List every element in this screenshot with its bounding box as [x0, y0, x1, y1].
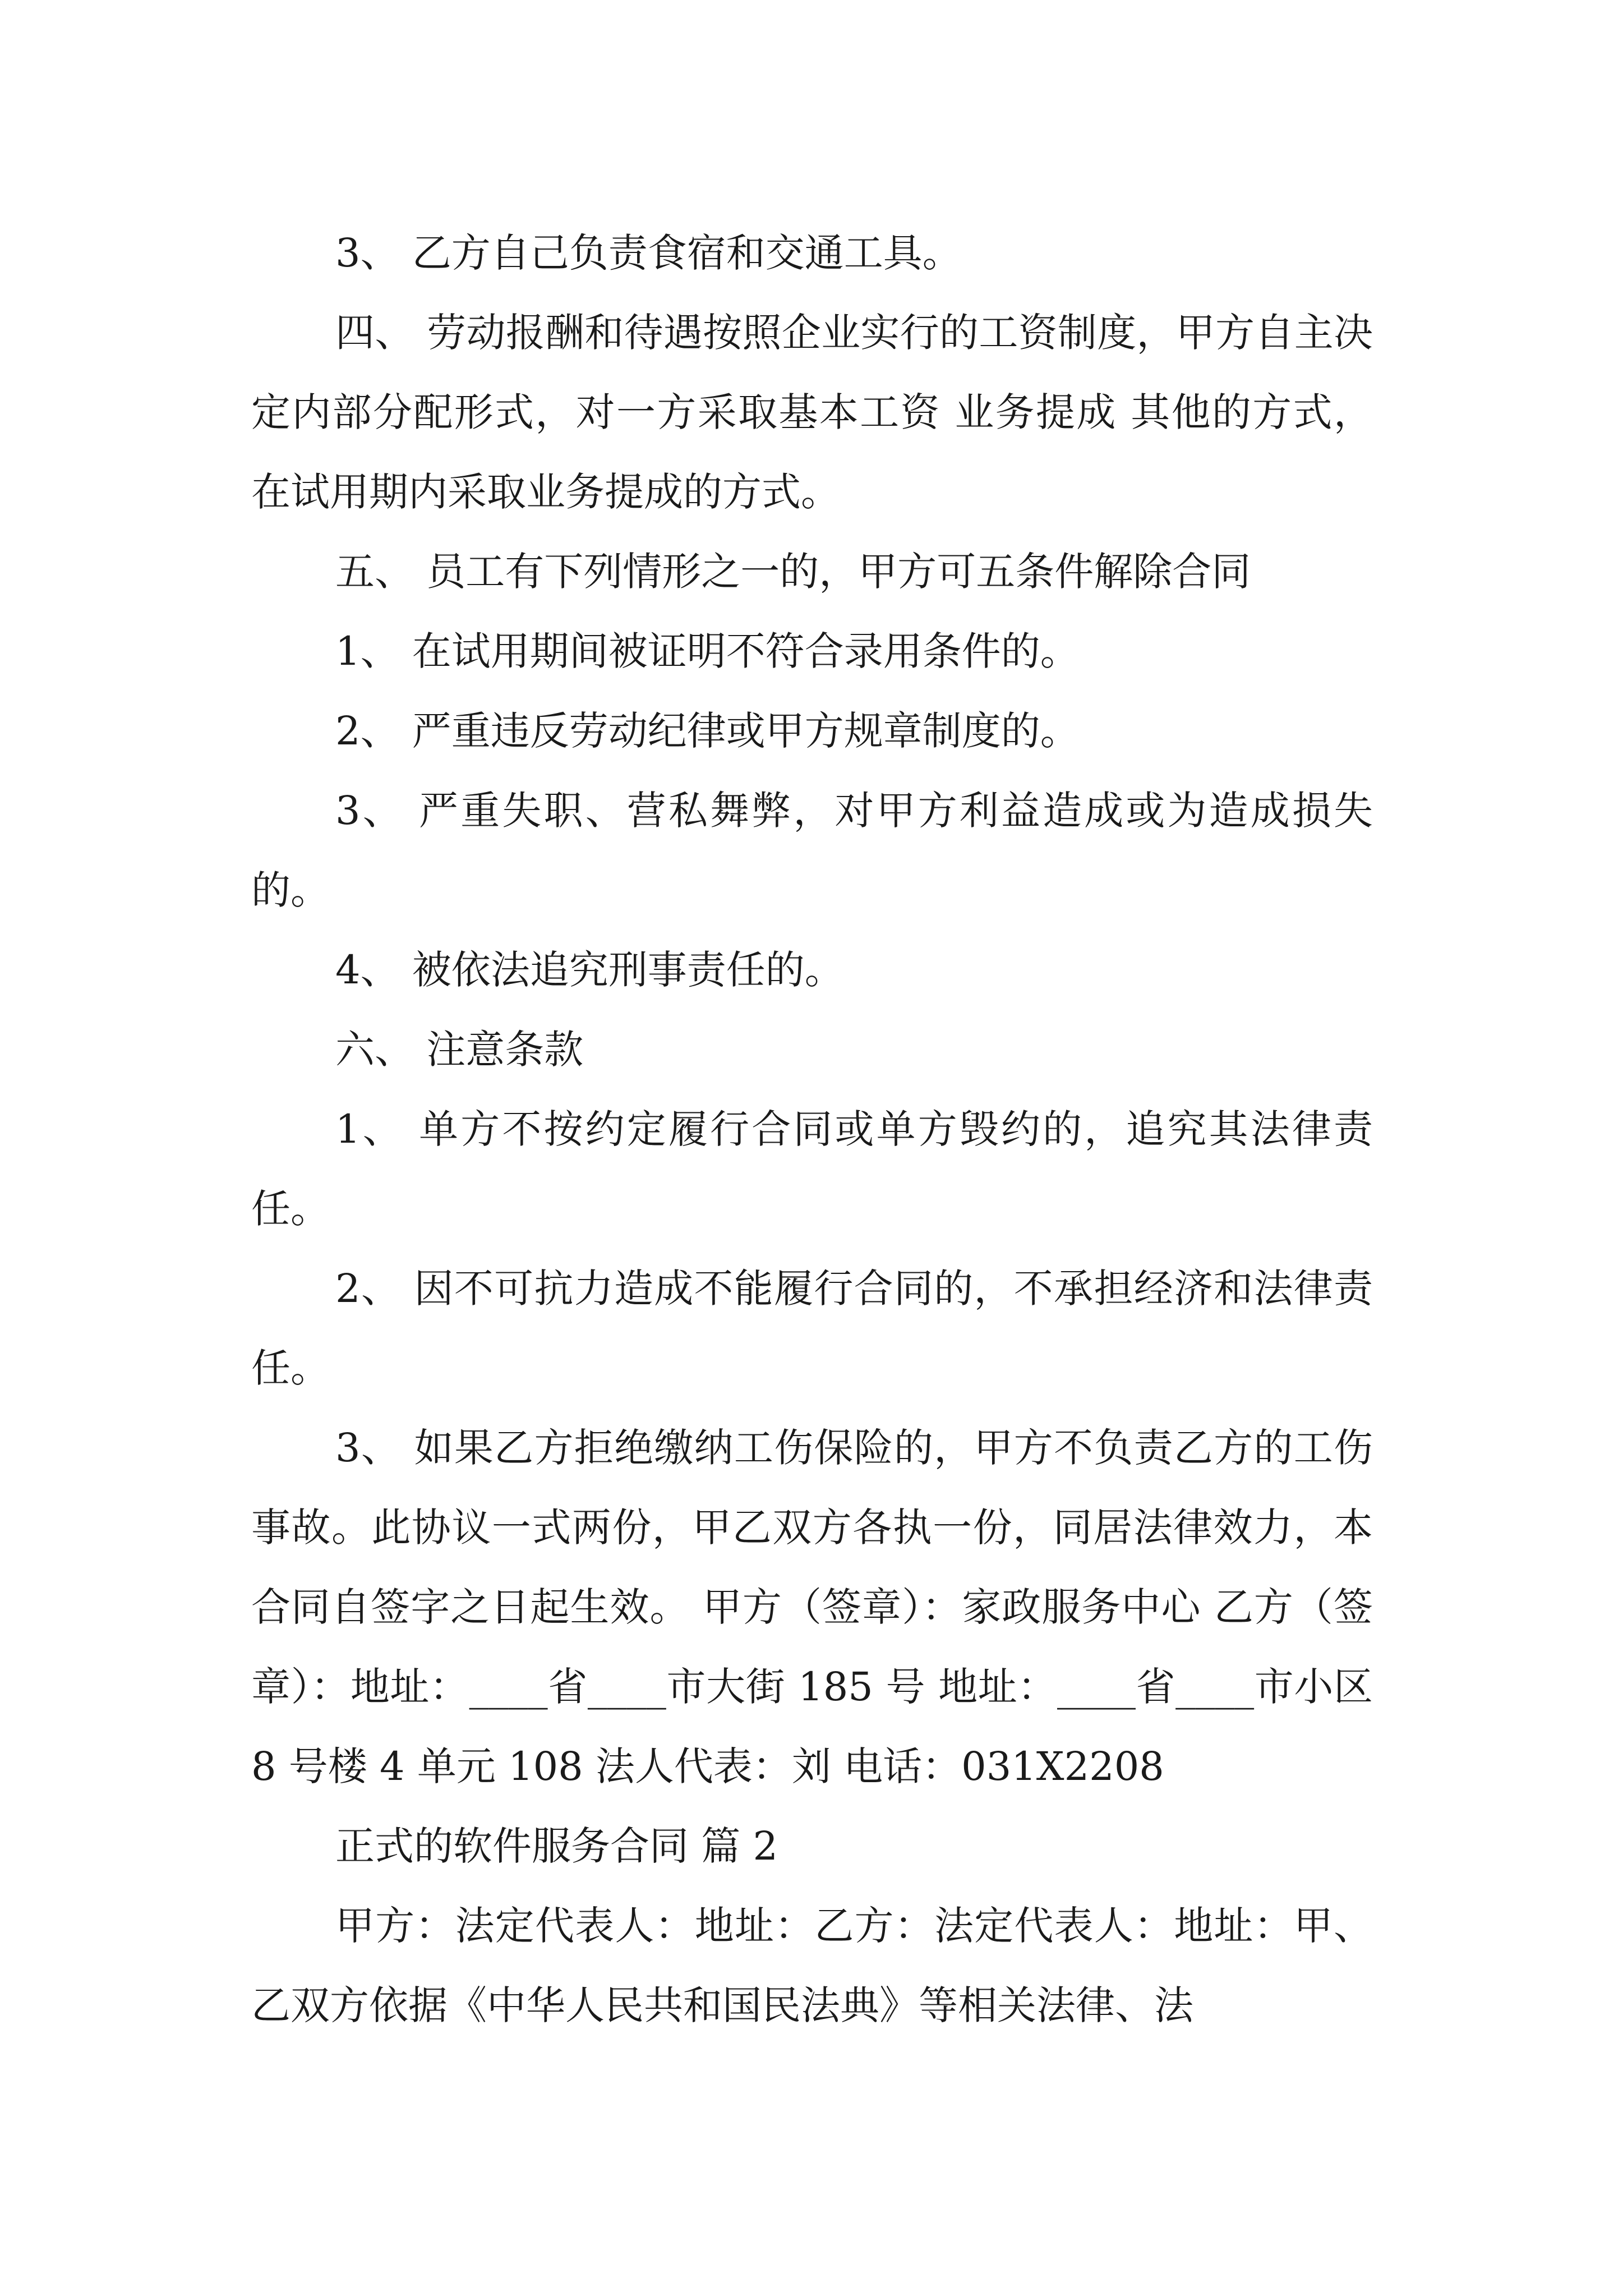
document-body — [251, 213, 1386, 2045]
paragraph-notes-item-3-signatures: 3、 如果乙方拒绝缴纳工伤保险的，甲方不负责乙方的工伤事故。此协议一式两份，甲乙双方各执一份，同居法律效力，本合同自签字之日起生效。 甲方（签章）：家政服务中心 乙方（签章）：地址：____省____市大街 185 号 地址：____省____市小区 8 号楼 4 单元 108 法人代表：刘 电话：031X2208 — [251, 1425, 1386, 1789]
paragraph-contract-2-parties: 甲方：法定代表人：地址：乙方：法定代表人：地址：甲、乙双方依据《中华人民共和国民法典》等相关法律、法 — [251, 1903, 1373, 2028]
paragraph-heading-contract-2: 正式的软件服务合同 篇 2 — [335, 1823, 778, 1869]
paragraph-section-4-remuneration: 四、 劳动报酬和待遇按照企业实行的工资制度，甲方自主决定内部分配形式，对一方采取基本工资 业务提成 其他的方式，在试用期内采取业务提成的方式。 — [251, 310, 1373, 515]
paragraph-item-3-meals: 3、 乙方自己负责食宿和交通工具。 — [335, 230, 962, 276]
paragraph-notes-item-2: 2、 因不可抗力造成不能履行合同的，不承担经济和法律责任。 — [251, 1266, 1373, 1391]
paragraph-termination-item-3: 3、 严重失职、营私舞弊，对甲方利益造成或为造成损失的。 — [251, 788, 1373, 913]
paragraph-termination-item-4: 4、 被依法追究刑事责任的。 — [335, 947, 844, 993]
paragraph-section-5-termination: 五、 员工有下列情形之一的，甲方可五条件解除合同 — [335, 549, 1251, 595]
paragraph-termination-item-2: 2、 严重违反劳动纪律或甲方规章制度的。 — [335, 708, 1080, 754]
paragraph-notes-item-1: 1、 单方不按约定履行合同或单方毁约的，追究其法律责任。 — [251, 1106, 1373, 1232]
paragraph-section-6-notes: 六、 注意条款 — [335, 1027, 584, 1073]
paragraph-termination-item-1: 1、 在试用期间被证明不符合录用条件的。 — [335, 628, 1080, 674]
